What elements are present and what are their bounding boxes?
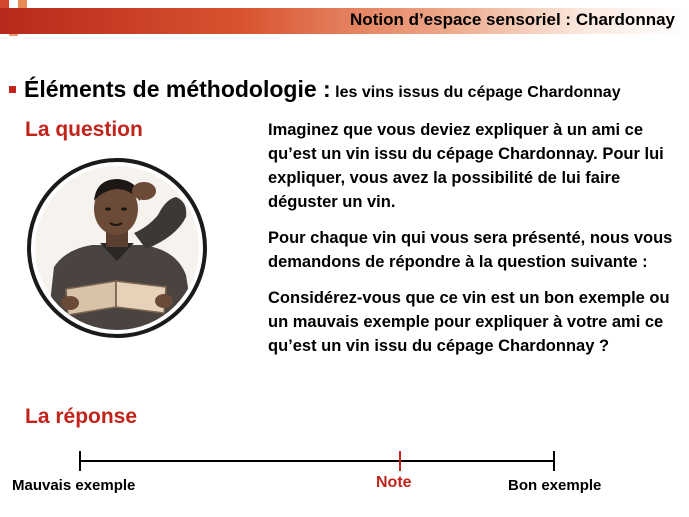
section-heading [24,76,621,103]
scale-tick-left [79,451,81,471]
scale-label-bad: Mauvais exemple [12,477,136,494]
paragraph-question: Considérez-vous que ce vin est un bon exemple ou un mauvais exemple pour expliquer à votre ami ce qu’est un vin issu du cépage Chardonnay ? [268,289,670,355]
scale-tick-right [553,451,555,471]
question-label: La question [25,118,143,141]
thinking-man-reading-book-icon [26,157,208,339]
section-heading-sub: les vins issus du cépage Chardonnay [335,84,621,101]
instructions-text [268,118,678,370]
scale-label-good: Bon exemple [508,477,602,494]
scale-label-note: Note [376,474,412,491]
scale-tick-note[interactable] [399,451,401,471]
section-heading-main: Éléments de méthodologie : [24,76,331,102]
page-title: Notion d’espace sensoriel : Chardonnay [350,10,675,29]
scale-line[interactable] [80,460,555,462]
rating-scale[interactable] [0,440,689,510]
answer-label: La réponse [25,405,138,428]
paragraph-instruction: Pour chaque vin qui vous sera présenté, nous vous demandons de répondre à la question suivante : [268,229,673,271]
paragraph-context: Imaginez que vous deviez expliquer à un ami ce qu’est un vin issu du cépage Chardonnay. Pour lui expliquer, vous avez la possibilité de lui faire déguster un vin. [268,121,664,211]
bullet-icon [9,86,16,93]
